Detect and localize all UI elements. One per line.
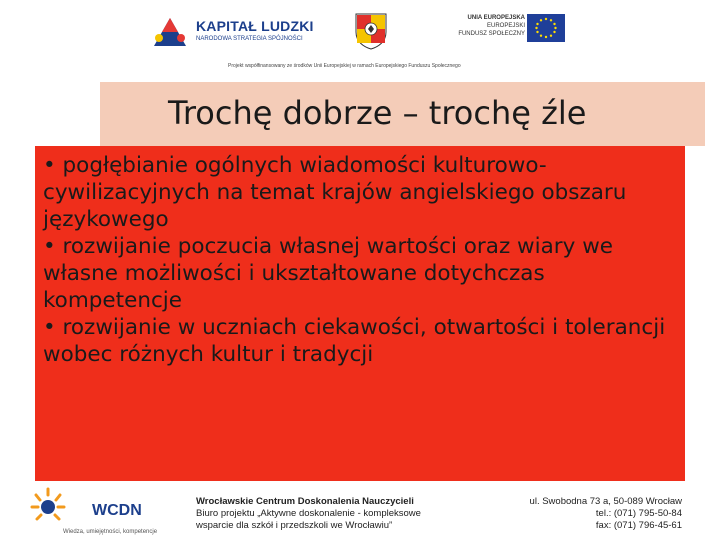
kapital-ludzki-title: KAPITAŁ LUDZKI — [196, 18, 314, 34]
kapital-ludzki-subtitle: NARODOWA STRATEGIA SPÓJNOŚCI — [196, 36, 303, 42]
wcdn-logo-subtext: Wiedza, umiejętności, kompetencje — [63, 529, 158, 535]
kapital-ludzki-star-icon — [150, 10, 190, 50]
eu-flag-icon — [527, 14, 565, 42]
project-line-2: wsparcie dla szkół i przedszkoli we Wrocławiu” — [196, 520, 393, 531]
project-line-1: Biuro projektu „Aktywne doskonalenie - kompleksowe — [196, 508, 421, 519]
kapital-ludzki-logo — [150, 10, 340, 50]
bullet-list — [43, 152, 683, 368]
phone: tel.: (071) 795-50-84 — [595, 508, 682, 519]
eu-text-block — [445, 14, 525, 38]
header-logos — [0, 0, 720, 80]
eu-line-1: UNIA EUROPEJSKA — [467, 15, 525, 21]
bullet-item: • rozwijanie poczucia własnej wartości oraz wiary we własne możliwości i ukształtowane dotychczas kompetencje — [43, 234, 614, 313]
organization-info — [196, 496, 486, 532]
eu-line-3: FUNDUSZ SPOŁECZNY — [458, 31, 525, 37]
content-panel — [35, 146, 685, 481]
wcdn-logo — [28, 485, 168, 537]
coat-of-arms-icon — [354, 12, 388, 50]
slide-title: Trochę dobrze – trochę źle — [168, 94, 587, 132]
address: ul. Swobodna 73 a, 50-089 Wrocław — [529, 496, 682, 507]
fax: fax: (071) 796-45-61 — [595, 520, 682, 531]
org-name: Wrocławskie Centrum Doskonalenia Nauczycieli — [196, 496, 414, 507]
sun-icon — [28, 485, 68, 529]
wcdn-logo-text: WCDN — [92, 502, 142, 519]
footer — [0, 481, 720, 540]
title-bar — [100, 82, 705, 146]
contact-info — [500, 496, 682, 532]
funding-note: Projekt współfinansowany ze środków Unii Europejskiej w ramach Europejskiego Funduszu Społecznego — [228, 63, 461, 69]
eu-line-2: EUROPEJSKI — [486, 23, 525, 29]
bullet-item: • pogłębianie ogólnych wiadomości kulturowo-cywilizacyjnych na temat krajów angielskiego obszaru językowego — [43, 153, 627, 232]
bullet-item: • rozwijanie w uczniach ciekawości, otwartości i tolerancji wobec różnych kultur i tradycji — [43, 315, 666, 367]
